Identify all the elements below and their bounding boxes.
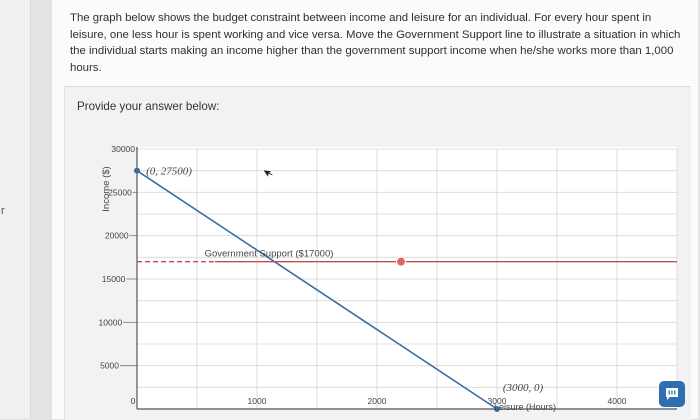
government-support-label: Government Support ($17000) [204,248,334,260]
left-panel-edge [0,0,31,419]
answer-panel [64,86,691,420]
annotation-top-point: (0, 27500) [146,165,192,178]
x-tick-label: 0 [130,396,136,406]
y-tick-label: 10000 [98,317,123,328]
x-axis-label: Leisure (Hours) [493,402,557,412]
answer-prompt: Provide your answer below: [77,100,220,113]
y-axis-label: Income ($) [101,166,112,212]
question-text: The graph below shows the budget constraint between income and leisure for an individual. For every hour spent in leisure, one less hour is spent working and vice versa. Move the Government Support line to illustrate a situation in which the individual starts making an income higher than the government support income when he/she works more than 1,000 hours. [70,12,681,74]
y-tick-label: 25000 [108,187,132,198]
budget-point-top [134,168,140,174]
budget-graph [65,87,691,420]
question-card [52,0,698,419]
x-tick-label: 2000 [367,396,387,406]
chat-bubble-icon [664,386,680,402]
y-tick-label: 15000 [101,274,126,284]
y-tick-label: 30000 [111,144,135,154]
y-tick-label: 5000 [100,360,119,371]
x-tick-label: 3000 [487,396,507,406]
feedback-button[interactable] [659,381,685,407]
government-support-drag-handle[interactable] [397,257,406,266]
edge-character: r [1,205,5,217]
annotation-bottom-point: (3000, 0) [502,382,544,394]
plot-area [137,147,677,409]
y-tick-label: 20000 [104,230,129,241]
x-tick-label: 1000 [247,396,267,406]
x-tick-label: 4000 [607,396,627,406]
